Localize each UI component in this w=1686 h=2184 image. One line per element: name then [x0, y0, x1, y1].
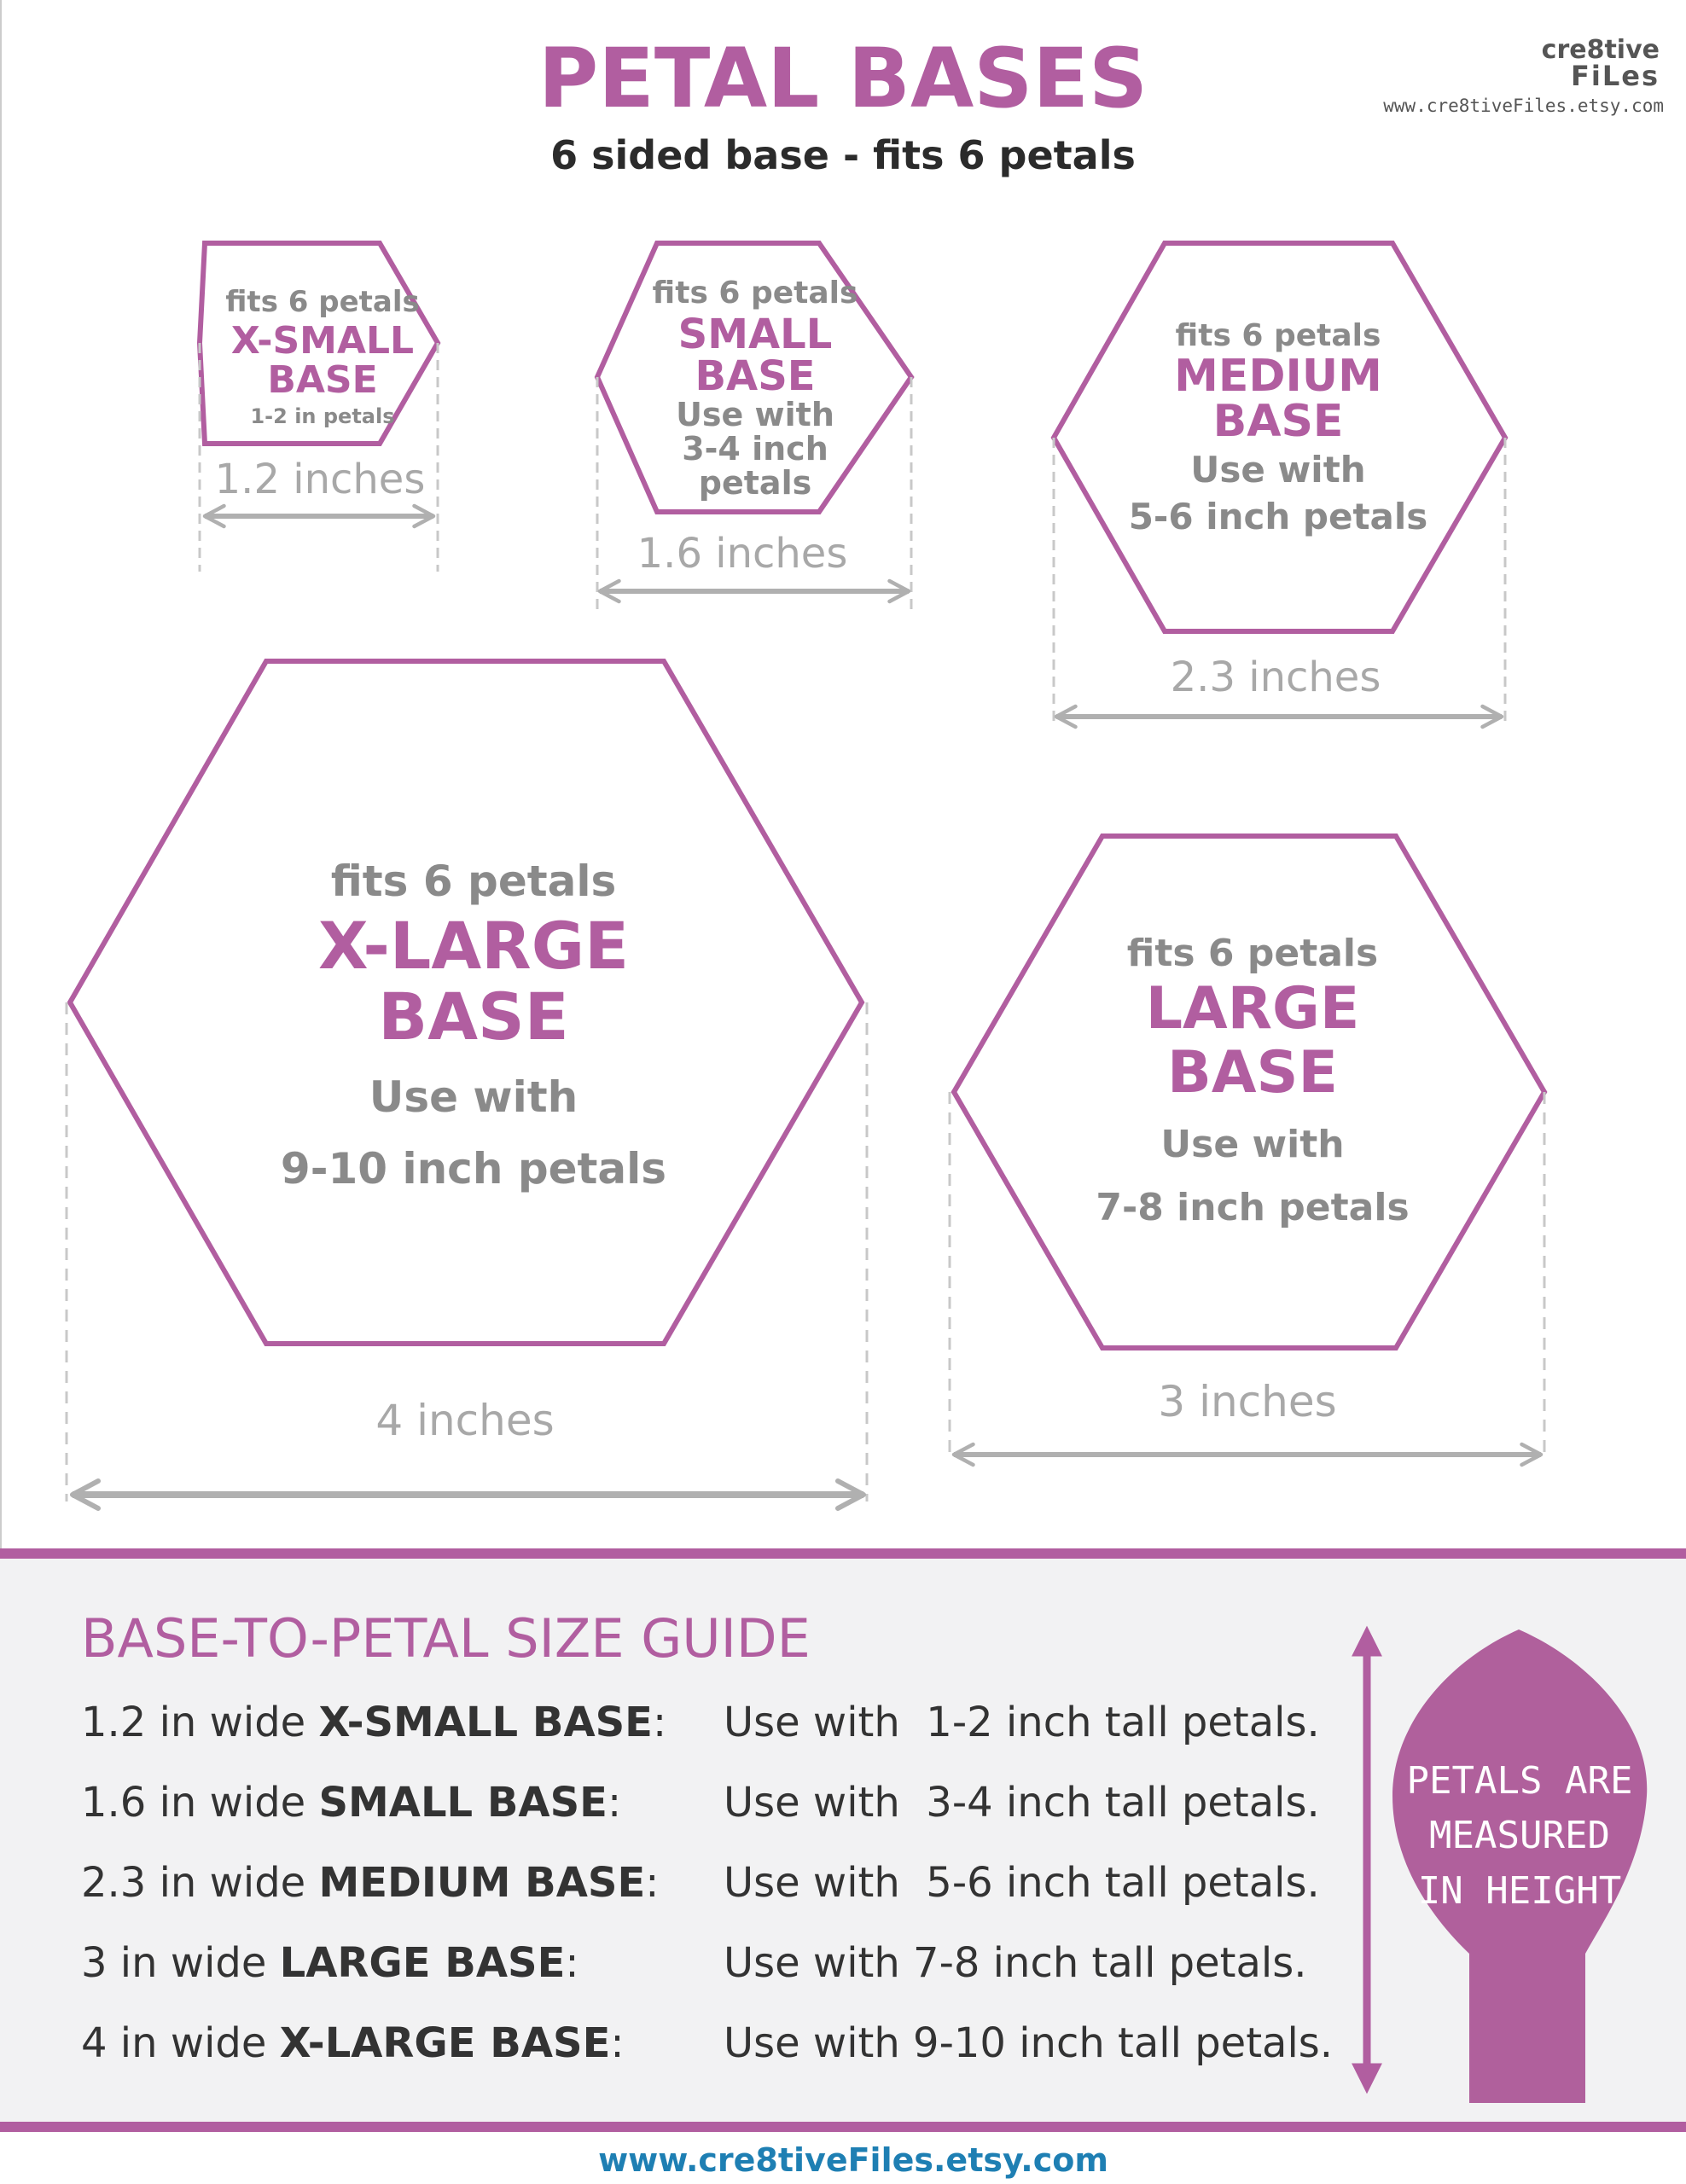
- guide-row-base-name: SMALL BASE: [318, 1779, 608, 1827]
- small-name-line1: SMALL: [677, 311, 833, 358]
- guide-row-prefix: 1.6 in wide: [81, 1779, 319, 1827]
- size-guide-title: BASE-TO-PETAL SIZE GUIDE: [81, 1607, 811, 1670]
- brand-url: www.cre8tiveFiles.etsy.com: [1383, 96, 1664, 116]
- xlarge-use-line1: Use with: [369, 1072, 578, 1122]
- guide-row-base-name: X-SMALL BASE: [318, 1699, 653, 1746]
- large-dimension: 3 inches: [1158, 1377, 1337, 1426]
- small-dimension: 1.6 inches: [637, 530, 848, 578]
- xlarge-fits-label: fits 6 petals: [330, 857, 617, 906]
- medium-dimension: 2.3 inches: [1170, 653, 1381, 701]
- medium-base: [1054, 243, 1505, 725]
- footer-url-link[interactable]: www.cre8tiveFiles.etsy.com: [598, 2141, 1108, 2179]
- small-fits-label: fits 6 petals: [652, 276, 858, 311]
- guide-row-prefix: 3 in wide: [81, 1939, 280, 1987]
- xsmall-name-line2: BASE: [267, 358, 378, 402]
- small-use-line3: petals: [698, 464, 812, 502]
- guide-row-suffix: :: [610, 2019, 625, 2067]
- guide-row-base-name: LARGE BASE: [279, 1939, 566, 1987]
- size-guide-bottom-rule: [0, 2122, 1686, 2132]
- guide-row-base: [81, 1779, 621, 1827]
- guide-row-suffix: :: [607, 1779, 622, 1827]
- large-use-line2: 7-8 inch petals: [1096, 1186, 1410, 1229]
- medium-name-line2: BASE: [1212, 396, 1344, 447]
- size-guide-panel: [0, 1548, 1686, 2132]
- brand-logo: [1383, 35, 1664, 116]
- xsmall-fits-label: fits 6 petals: [225, 285, 420, 319]
- xsmall-dimension: 1.2 inches: [214, 456, 426, 503]
- guide-row-suffix: :: [652, 1699, 667, 1746]
- guide-row-usage: Use with 5-6 inch tall petals.: [724, 1859, 1320, 1907]
- guide-row-suffix: :: [565, 1939, 579, 1987]
- brand-logo-line2: FiLes: [1571, 60, 1660, 92]
- size-guide-top-rule: [0, 1548, 1686, 1559]
- guide-row-usage: Use with 7-8 inch tall petals.: [724, 1939, 1307, 1987]
- guide-row-base-name: X-LARGE BASE: [279, 2019, 611, 2067]
- large-base: [950, 836, 1544, 1459]
- guide-row-prefix: 2.3 in wide: [81, 1859, 319, 1907]
- guide-row-base: [81, 1939, 579, 1987]
- xlarge-name-line1: X-LARGE: [317, 908, 630, 984]
- guide-row-suffix: :: [645, 1859, 660, 1907]
- guide-row-base: [81, 2019, 625, 2067]
- medium-fits-label: fits 6 petals: [1175, 318, 1381, 353]
- guide-row-usage: Use with 3-4 inch tall petals.: [724, 1779, 1320, 1827]
- page-title: PETAL BASES: [538, 31, 1148, 126]
- small-use-line2: 3-4 inch: [682, 430, 828, 468]
- xsmall-name-line1: X-SMALL: [230, 319, 415, 363]
- guide-row-base: [81, 1859, 659, 1907]
- large-name-line1: LARGE: [1145, 975, 1360, 1043]
- guide-row-base: [81, 1699, 666, 1746]
- large-name-line2: BASE: [1167, 1039, 1338, 1107]
- xlarge-use-line2: 9-10 inch petals: [280, 1144, 667, 1194]
- guide-row-base-name: MEDIUM BASE: [318, 1859, 646, 1907]
- guide-row-usage: Use with 1-2 inch tall petals.: [724, 1699, 1320, 1746]
- small-name-line2: BASE: [695, 352, 816, 400]
- petal-note-line2: MEASURED: [1429, 1814, 1610, 1857]
- petal-note-line1: PETALS ARE: [1406, 1759, 1633, 1803]
- xlarge-name-line2: BASE: [378, 979, 569, 1054]
- guide-row-prefix: 4 in wide: [81, 2019, 280, 2067]
- xlarge-base: [67, 661, 867, 1502]
- medium-use-line1: Use with: [1190, 449, 1366, 491]
- guide-row-usage: Use with 9-10 inch tall petals.: [724, 2019, 1334, 2067]
- brand-logo-line1: cre8tive: [1541, 35, 1660, 65]
- small-base: [597, 243, 911, 610]
- guide-row-prefix: 1.2 in wide: [81, 1699, 319, 1746]
- large-fits-label: fits 6 petals: [1126, 932, 1379, 975]
- xsmall-base: [200, 243, 438, 572]
- petal-note-line3: IN HEIGHT: [1417, 1869, 1622, 1913]
- medium-use-line2: 5-6 inch petals: [1128, 496, 1428, 537]
- xsmall-use-label: 1-2 in petals: [250, 404, 395, 428]
- small-use-line1: Use with: [676, 396, 834, 433]
- page-subtitle: 6 sided base - fits 6 petals: [550, 132, 1136, 178]
- xlarge-dimension: 4 inches: [375, 1396, 555, 1445]
- medium-name-line1: MEDIUM: [1174, 351, 1382, 402]
- large-use-line1: Use with: [1160, 1123, 1345, 1166]
